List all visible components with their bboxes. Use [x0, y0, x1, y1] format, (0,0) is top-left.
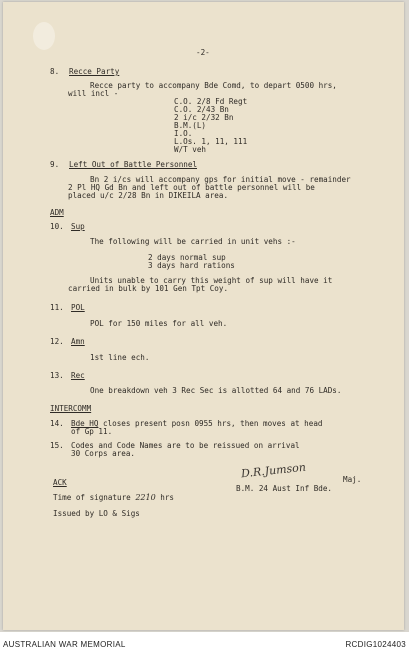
- section-11-number: 11.: [50, 303, 64, 312]
- section-12-line-1: 1st line ech.: [90, 353, 150, 362]
- recce-item: I.O.: [174, 129, 193, 138]
- footer-archive-name: AUSTRALIAN WAR MEMORIAL: [3, 640, 126, 649]
- section-11-line-1: POL for 150 miles for all veh.: [90, 319, 228, 328]
- archive-footer: [0, 632, 409, 654]
- handwritten-signature: D.R.Jumson: [240, 460, 307, 481]
- section-8-number: 8.: [50, 67, 60, 76]
- section-14-number: 14.: [50, 419, 64, 428]
- intercomm-heading: INTERCOMM: [50, 404, 92, 413]
- section-10-line-1: The following will be carried in unit vehs :-: [90, 237, 296, 246]
- section-8-line-1: Recce party to accompany Bde Comd, to depart 0500 hrs,: [90, 81, 337, 90]
- section-13-title: Rec: [71, 371, 85, 380]
- time-unit: hrs: [160, 493, 174, 502]
- section-8-title: Recce Party: [69, 67, 120, 76]
- time-of-signature: [53, 494, 174, 502]
- section-13-line-1: One breakdown veh 3 Rec Sec is allotted 64 and 76 LADs.: [90, 386, 342, 395]
- document-page: [3, 2, 404, 630]
- section-14-title: Bde HQ: [71, 419, 99, 428]
- ack-heading: ACK: [53, 478, 67, 487]
- section-10-item-2: 3 days hard rations: [148, 261, 235, 270]
- signature-rank: Maj.: [343, 475, 362, 484]
- footer-record-id: RCDIG1024403: [345, 640, 406, 649]
- adm-heading: ADM: [50, 208, 64, 217]
- section-9-number: 9.: [50, 160, 60, 169]
- section-14-line-2: of Gp 11.: [71, 427, 113, 436]
- section-15-number: 15.: [50, 441, 64, 450]
- section-12-title: Amn: [71, 337, 85, 346]
- recce-item: C.O. 2/43 Bn: [174, 105, 229, 114]
- issued-by: Issued by LO & Sigs: [53, 509, 140, 518]
- section-15-line-2: 30 Corps area.: [71, 449, 136, 458]
- page-number: -2-: [196, 48, 210, 57]
- section-10-number: 10.: [50, 222, 64, 231]
- section-9-line-2: 2 Pl HQ Gd Bn and left out of battle personnel will be: [68, 183, 315, 192]
- section-15-line-1: Codes and Code Names are to be reissued on arrival: [71, 441, 300, 450]
- recce-item: 2 i/c 2/32 Bn: [174, 113, 234, 122]
- section-12-number: 12.: [50, 337, 64, 346]
- section-11-title: POL: [71, 303, 85, 312]
- time-value: 2210: [135, 493, 156, 502]
- recce-item: B.M.(L): [174, 121, 207, 130]
- section-10-line-2: Units unable to carry this weight of sup will have it: [90, 276, 333, 285]
- section-8-line-2: will incl -: [68, 89, 119, 98]
- section-14-line-1-rest: closes present posn 0955 hrs, then moves at head: [98, 419, 323, 428]
- paper-stain: [33, 22, 55, 50]
- section-9-title: Left Out of Battle Personnel: [69, 160, 198, 169]
- section-9-line-3: placed u/c 2/28 Bn in DIKEILA area.: [68, 191, 229, 200]
- section-9-line-1: Bn 2 i/cs will accompany gps for initial move - remainder: [90, 175, 351, 184]
- section-10-line-3: carried in bulk by 101 Gen Tpt Coy.: [68, 284, 229, 293]
- section-10-title: Sup: [71, 222, 85, 231]
- signature-title: B.M. 24 Aust Inf Bde.: [236, 484, 333, 493]
- section-13-number: 13.: [50, 371, 64, 380]
- recce-item: L.Os. 1, 11, 111: [174, 137, 248, 146]
- recce-item: W/T veh: [174, 145, 207, 154]
- time-label: Time of signature: [53, 493, 131, 502]
- section-10-item-1: 2 days normal sup: [148, 253, 226, 262]
- recce-item: C.O. 2/8 Fd Regt: [174, 97, 248, 106]
